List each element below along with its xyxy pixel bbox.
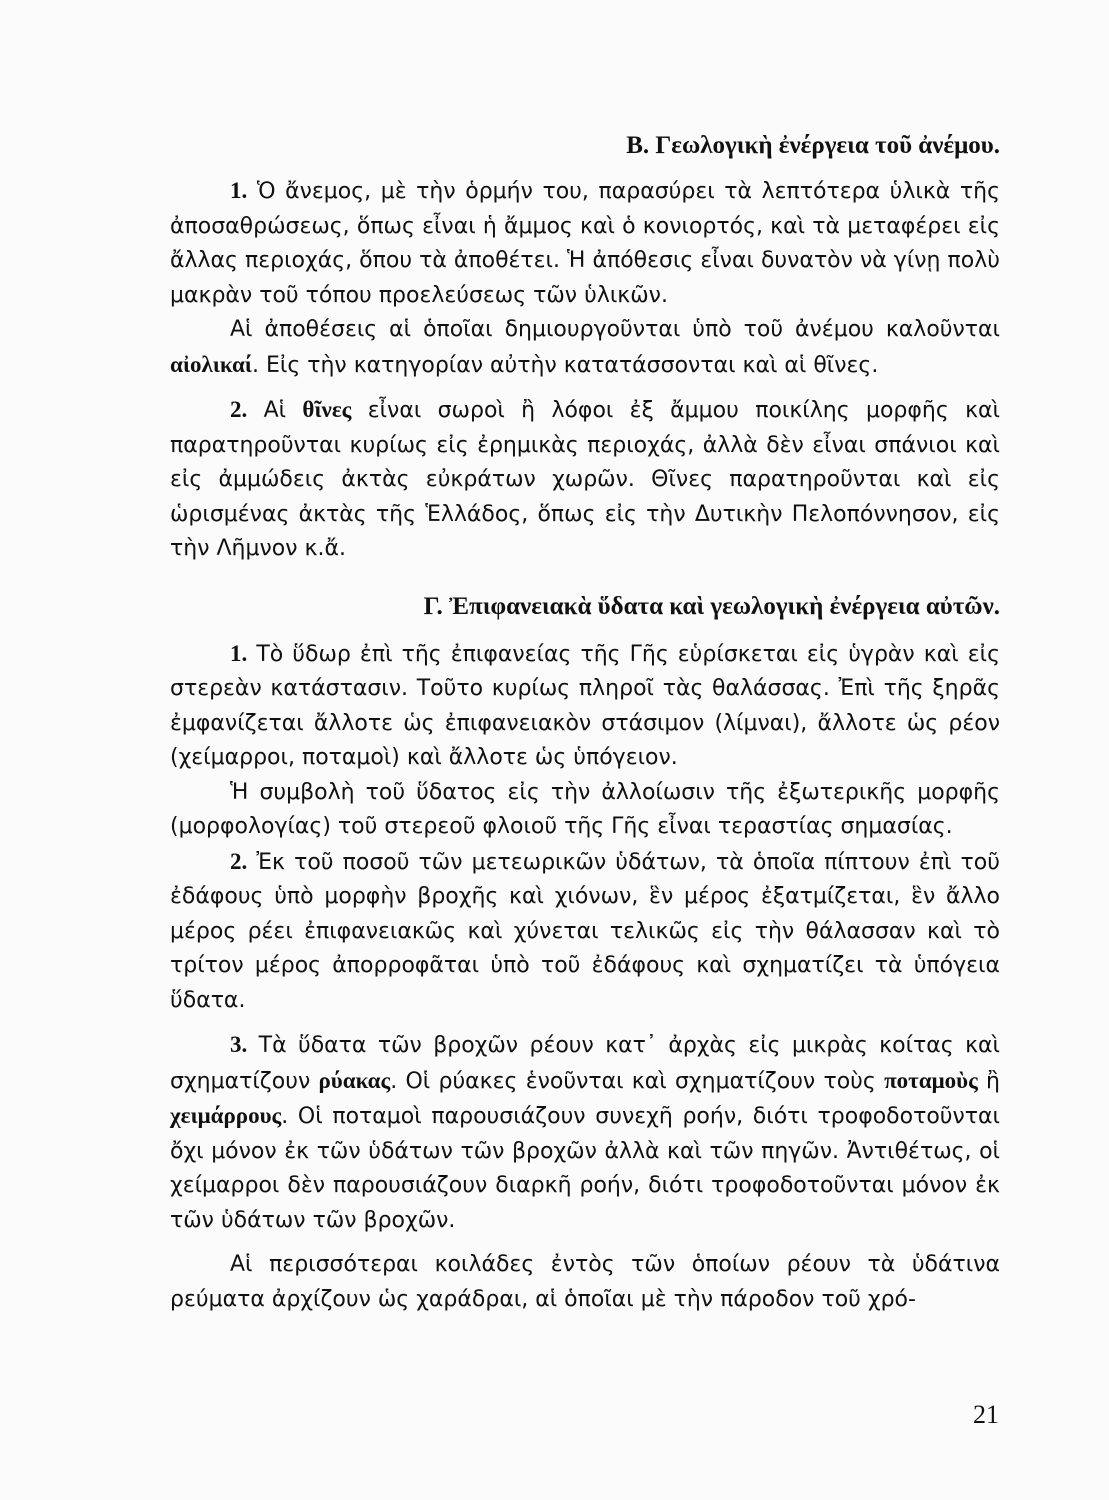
- paragraph-text: Αἱ ἀποθέσεις αἱ ὁποῖαι δημιουργοῦνται ὑπὸ τοῦ ἀνέμου καλοῦνται: [230, 317, 1000, 342]
- section-b-paragraph-1: [170, 174, 1000, 313]
- paragraph-text: Ἐκ τοῦ ποσοῦ τῶν μετεωρικῶν ὑδάτων, τὰ ὁποῖα πίπτουν ἐπὶ τοῦ ἐδάφους ὑπὸ μορφὴν βροχῆς καὶ χιόνων, ἓν μέρος ἐξατμίζεται, ἓν ἄλλο μέρος ρέει ἐπιφανειακῶς καὶ χύνεται τελικῶς εἰς τὴν θάλασσαν καὶ τὸ τρίτον μέρος ἀπορροφᾶται ὑπὸ τοῦ ἐδάφους καὶ σχηματίζει τὰ ὑπόγεια ὕδατα.: [170, 849, 1000, 1013]
- section-c-paragraph-1: [170, 637, 1000, 776]
- paragraph-number: 1.: [230, 178, 248, 203]
- paragraph-text: Αἱ: [247, 398, 303, 423]
- page-number: 21: [973, 1400, 999, 1429]
- paragraph-text: . Εἰς τὴν κατηγορίαν αὐτὴν κατατάσσονται καὶ αἱ θῖνες.: [251, 352, 879, 378]
- bold-term: ρύακας: [318, 1067, 391, 1093]
- text-block: [170, 128, 1000, 1317]
- section-c-paragraph-4: [170, 1028, 1000, 1238]
- paragraph-number: 2.: [230, 848, 248, 874]
- paragraph-number: 1.: [230, 640, 248, 666]
- paragraph-text: Ὁ ἄνεμος, μὲ τὴν ὁρμήν του, παρασύρει τὰ λεπτότερα ὑλικὰ τῆς ἀποσαθρώσεως, ὅπως εἶναι ἡ ἄμμος καὶ ὁ κονιορτός, καὶ τὰ μεταφέρει εἰς ἄλλας περιοχάς, ὅπου τὰ ἀποθέτει. Ἡ ἀπόθεσις εἶναι δυνατὸν νὰ γίνῃ πολὺ μακρὰν τοῦ τόπου προελεύσεως τῶν ὑλικῶν.: [170, 179, 1000, 308]
- section-c-paragraph-3: [170, 845, 1000, 1019]
- bold-term: αἰολικαί: [170, 351, 252, 377]
- paragraph-text: . Οἱ ρύακες ἑνοῦνται καὶ σχηματίζουν τοὺς: [390, 1068, 885, 1094]
- bold-term: θῖνες: [302, 397, 352, 422]
- paragraph-text: Τὸ ὕδωρ ἐπὶ τῆς ἐπιφανείας τῆς Γῆς εὑρίσκεται εἰς ὑγρὰν καὶ εἰς στερεὰν κατάστασιν. Τοῦτο κυρίως πληροῖ τὰς θαλάσσας. Ἐπὶ τῆς ξηρᾶς ἐμφανίζεται ἄλλοτε ὡς ἐπιφανειακὸν στάσιμον (λίμναι), ἄλλοτε ὡς ρέον (χείμαρροι, ποταμοὶ) καὶ ἄλλοτε ὡς ὑπόγειον.: [170, 641, 1000, 770]
- paragraph-number: 2.: [230, 397, 248, 422]
- paragraph-text: Τὰ ὕδατα τῶν βροχῶν ρέουν κατ᾽ ἀρχὰς εἰς μικρὰς κοίτας καὶ σχηματίζουν: [170, 1033, 1000, 1094]
- section-b-heading: Β. Γεωλογικὴ ἐνέργεια τοῦ ἀνέμου.: [626, 132, 1000, 159]
- paragraph-text: . Οἱ ποταμοὶ παρουσιάζουν συνεχῆ ροήν, διότι τροφοδοτοῦνται ὄχι μόνον ἐκ τῶν ὑδάτων τῶν βροχῶν ἀλλὰ καὶ τῶν πηγῶν. Ἀντιθέτως, οἱ χείμαρροι δὲν παρουσιάζουν διαρκῆ ροήν, διότι τροφοδοτοῦνται μόνον ἐκ τῶν ὑδάτων τῶν βροχῶν.: [170, 1104, 1000, 1233]
- paragraph-text: εἶναι σωροὶ ἢ λόφοι ἐξ ἄμμου ποικίλης μορφῆς καὶ παρατηροῦνται κυρίως εἰς ἐρημικὰς περιοχάς, ἀλλὰ δὲν εἶναι σπάνιοι καὶ εἰς ἀμμώδεις ἀκτὰς εὐκράτων χωρῶν. Θῖνες παρατηροῦνται καὶ εἰς ὡρισμένας ἀκτὰς τῆς Ἑλλάδος, ὅπως εἰς τὴν Δυτικὴν Πελοπόννησον, εἰς τὴν Λῆμνον κ.ἄ.: [170, 398, 1000, 561]
- section-b-paragraph-2: [170, 313, 1000, 383]
- paragraph-number: 3.: [230, 1032, 248, 1057]
- bold-term: ποταμοὺς: [884, 1067, 978, 1093]
- section-c-paragraph-5: Αἱ περισσότεραι κοιλάδες ἐντὸς τῶν ὁποίων ρέουν τὰ ὑδάτινα ρεύματα ἀρχίζουν ὡς χαράδραι, αἱ ὁποῖαι μὲ τὴν πάροδον τοῦ χρό-: [170, 1252, 1000, 1312]
- section-b-paragraph-3: [170, 393, 1000, 567]
- section-c-paragraph-2: Ἡ συμβολὴ τοῦ ὕδατος εἰς τὴν ἀλλοίωσιν τῆς ἐξωτερικῆς μορφῆς (μορφολογίας) τοῦ στερεοῦ φλοιοῦ τῆς Γῆς εἶναι τεραστίας σημασίας.: [170, 779, 1000, 839]
- section-c-heading: Γ. Ἐπιφανειακὰ ὕδατα καὶ γεωλογικὴ ἐνέργεια αὐτῶν.: [423, 592, 1000, 620]
- bold-term: χειμάρρους: [170, 1103, 282, 1128]
- paragraph-text: ἢ: [977, 1068, 1000, 1094]
